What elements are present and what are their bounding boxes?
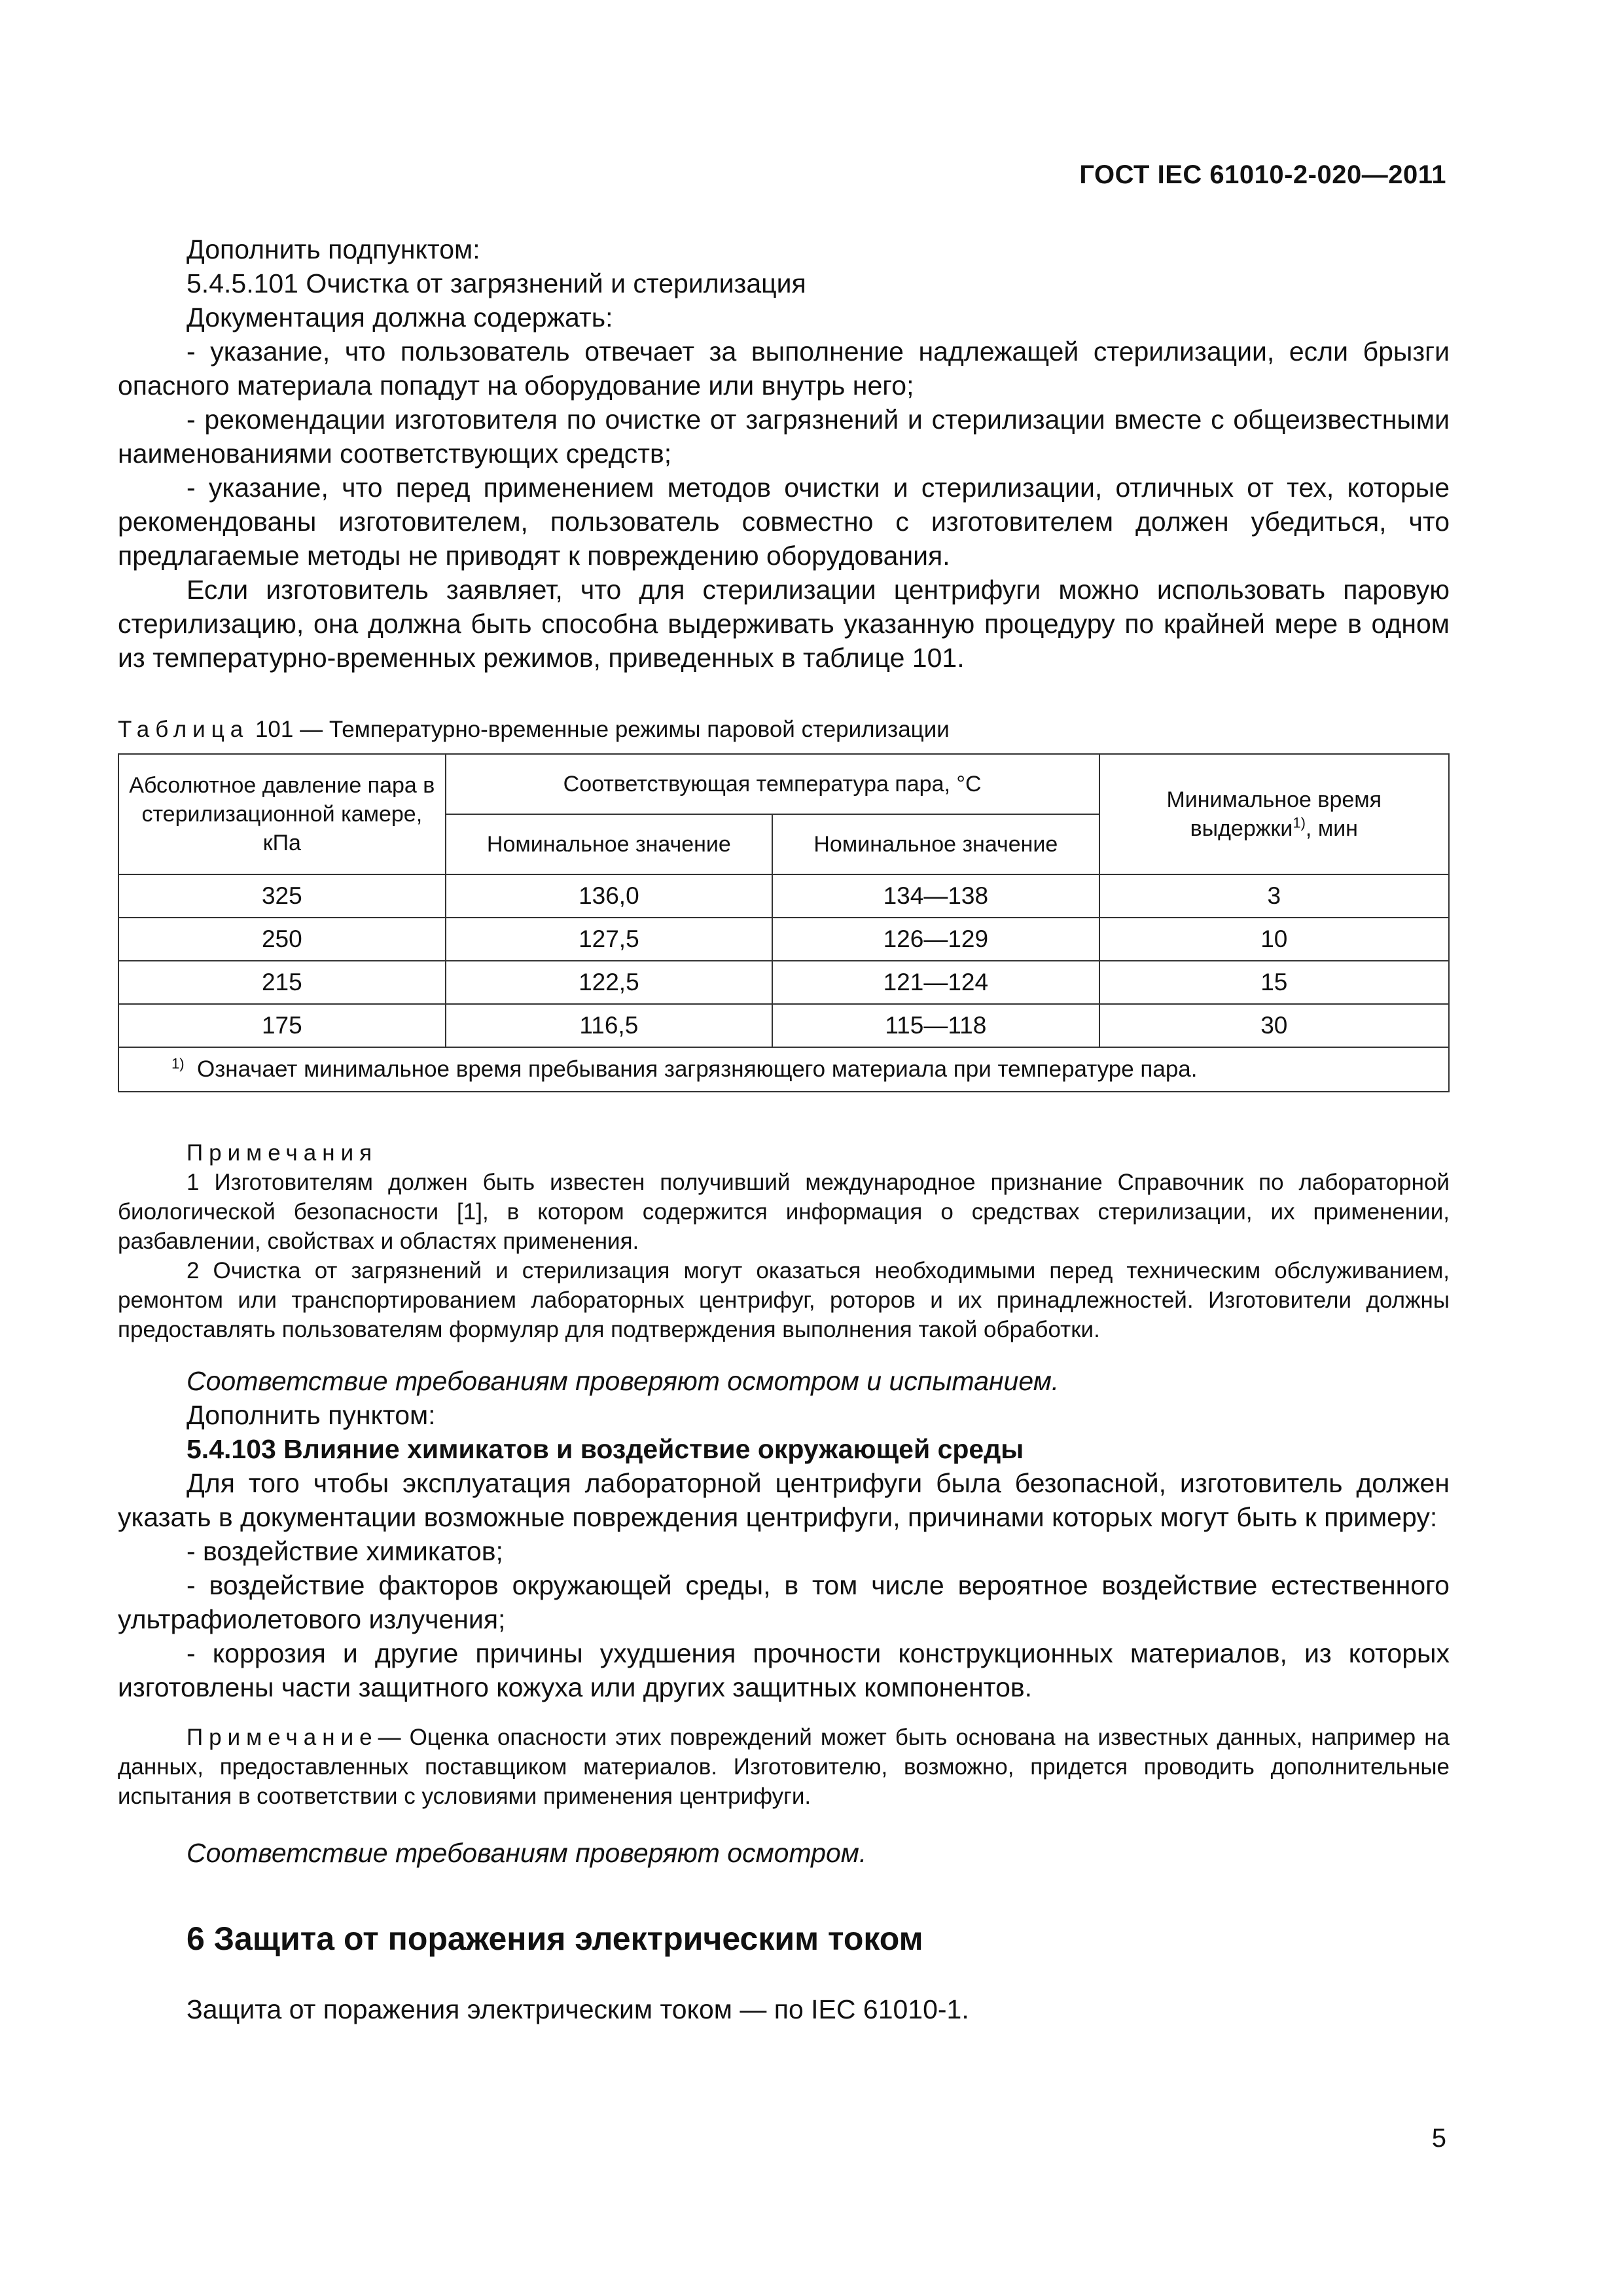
table-row [118, 961, 1449, 1004]
note-paragraph [118, 1723, 1450, 1811]
cell-range: 115—118 [772, 1004, 1099, 1047]
cell-pressure: 175 [118, 1004, 446, 1047]
section-continuation [118, 1364, 1450, 1704]
col-subheader-nominal-2: Номинальное значение [772, 814, 1099, 874]
cell-nominal: 122,5 [446, 961, 772, 1004]
table-caption [118, 715, 1450, 744]
col-header-pressure: Абсолютное давление пара в стерилизационной камере, кПа [118, 754, 446, 874]
footnote-text: Означает минимальное время пребывания загрязняющего материала при температуре пара. [197, 1056, 1198, 1082]
table-row [118, 1004, 1449, 1047]
note-item: 2 Очистка от загрязнений и стерилизация могут оказаться необходимыми перед техническим обслуживанием, ремонтом или транспортированием лабораторных центрифуг, роторов и их принадлежностей. Изготовители должны предоставлять пользователям формуляр для подтверждения выполнения такой обработки. [118, 1258, 1450, 1342]
sterilization-table [118, 753, 1450, 1092]
cell-range: 121—124 [772, 961, 1099, 1004]
compliance-check: Соответствие требованиям проверяют осмотром и испытанием. [187, 1366, 1060, 1396]
paragraph-docs: Документация должна содержать: [187, 302, 613, 332]
cell-time: 15 [1099, 961, 1449, 1004]
cell-time: 30 [1099, 1004, 1449, 1047]
paragraph-steam: Если изготовитель заявляет, что для стерилизации центрифуги можно использовать паровую стерилизацию, она должна быть способна выдерживать указанную процедуру по крайней мере в одном из температурно-временных режимов, приведенных в таблице 101. [118, 575, 1450, 673]
table-row [118, 918, 1449, 961]
table-row [118, 874, 1449, 918]
table-footnote [118, 1047, 1449, 1092]
note-text: — Оценка опасности этих повреждений может быть основана на известных данных, например на данных, предоставленных поставщиком материалов. Изготовителю, возможно, придется проводить дополнительные испытания в соответствии с условиями применения центрифуги. [118, 1725, 1450, 1809]
cell-pressure: 215 [118, 961, 446, 1004]
section-heading: 6 Защита от поражения электрическим током [187, 1920, 923, 1957]
cell-range: 126—129 [772, 918, 1099, 961]
clause-heading: 5.4.103 Влияние химикатов и воздействие окружающей среды [187, 1434, 1024, 1464]
cell-range: 134—138 [772, 874, 1099, 918]
subclause-heading: 5.4.5.101 Очистка от загрязнений и стерилизация [187, 268, 806, 298]
bullet-item: - воздействие факторов окружающей среды, в том числе вероятное воздействие естественного ультрафиолетового излучения; [118, 1570, 1450, 1634]
col-header-time-unit: , мин [1305, 816, 1358, 841]
page-number: 5 [1431, 2124, 1446, 2153]
note-block [118, 1723, 1450, 1811]
bullet-item: - указание, что перед применением методов очистки и стерилизации, отличных от тех, которые рекомендованы изготовителем, пользователь совместно с изготовителем должен убедиться, что предлагаемые методы не приводят к повреждению оборудования. [118, 473, 1450, 571]
notes-block [118, 1138, 1450, 1344]
cell-pressure: 325 [118, 874, 446, 918]
section-paragraph: Защита от поражения электрическим током — по IEC 61010-1. [187, 1994, 969, 2024]
bullet-item: - коррозия и другие причины ухудшения прочности конструкционных материалов, из которых изготовлены части защитного кожуха или других защитных компонентов. [118, 1638, 1450, 1702]
bullet-item: - рекомендации изготовителя по очистке от загрязнений и стерилизации вместе с общеизвестными наименованиями соответствующих средств; [118, 404, 1450, 469]
col-header-time-text: Минимальное время выдержки [1166, 787, 1382, 841]
paragraph-add-clause: Дополнить пунктом: [187, 1400, 436, 1430]
cell-pressure: 250 [118, 918, 446, 961]
col-subheader-nominal: Номинальное значение [446, 814, 772, 874]
cell-nominal: 136,0 [446, 874, 772, 918]
bullet-item: - воздействие химикатов; [187, 1536, 503, 1566]
paragraph-intro: Дополнить подпунктом: [187, 234, 480, 264]
paragraph-damage: Для того чтобы эксплуатация лабораторной центрифуги была безопасной, изготовитель должен указать в документации возможные повреждения центрифуги, причинами которых могут быть к примеру: [118, 1468, 1450, 1532]
notes-title: Примечания [187, 1140, 378, 1166]
table-caption-word: Таблица [118, 717, 249, 742]
col-header-time [1099, 754, 1449, 874]
cell-time: 3 [1099, 874, 1449, 918]
footnote-marker: 1) [171, 1055, 185, 1072]
cell-time: 10 [1099, 918, 1449, 961]
table-caption-text: 101 — Температурно-временные режимы паровой стерилизации [255, 717, 950, 742]
col-header-temperature: Соответствующая температура пара, °С [446, 754, 1099, 814]
footnote-marker: 1) [1293, 814, 1306, 831]
note-word: Примечание [187, 1725, 378, 1750]
page-header: ГОСТ IEC 61010-2-020—2011 [1079, 160, 1446, 189]
bullet-item: - указание, что пользователь отвечает за выполнение надлежащей стерилизации, если брызги опасного материала попадут на оборудование или внутрь него; [118, 336, 1450, 401]
cell-nominal: 116,5 [446, 1004, 772, 1047]
cell-nominal: 127,5 [446, 918, 772, 961]
compliance-check: Соответствие требованиям проверяют осмотром. [187, 1838, 867, 1868]
document-body [118, 232, 1450, 2026]
note-item: 1 Изготовителям должен быть известен получивший международное признание Справочник по лабораторной биологической безопасности [1], в котором содержится информация о средствах стерилизации, их применении, разбавлении, свойствах и областях применения. [118, 1170, 1450, 1254]
